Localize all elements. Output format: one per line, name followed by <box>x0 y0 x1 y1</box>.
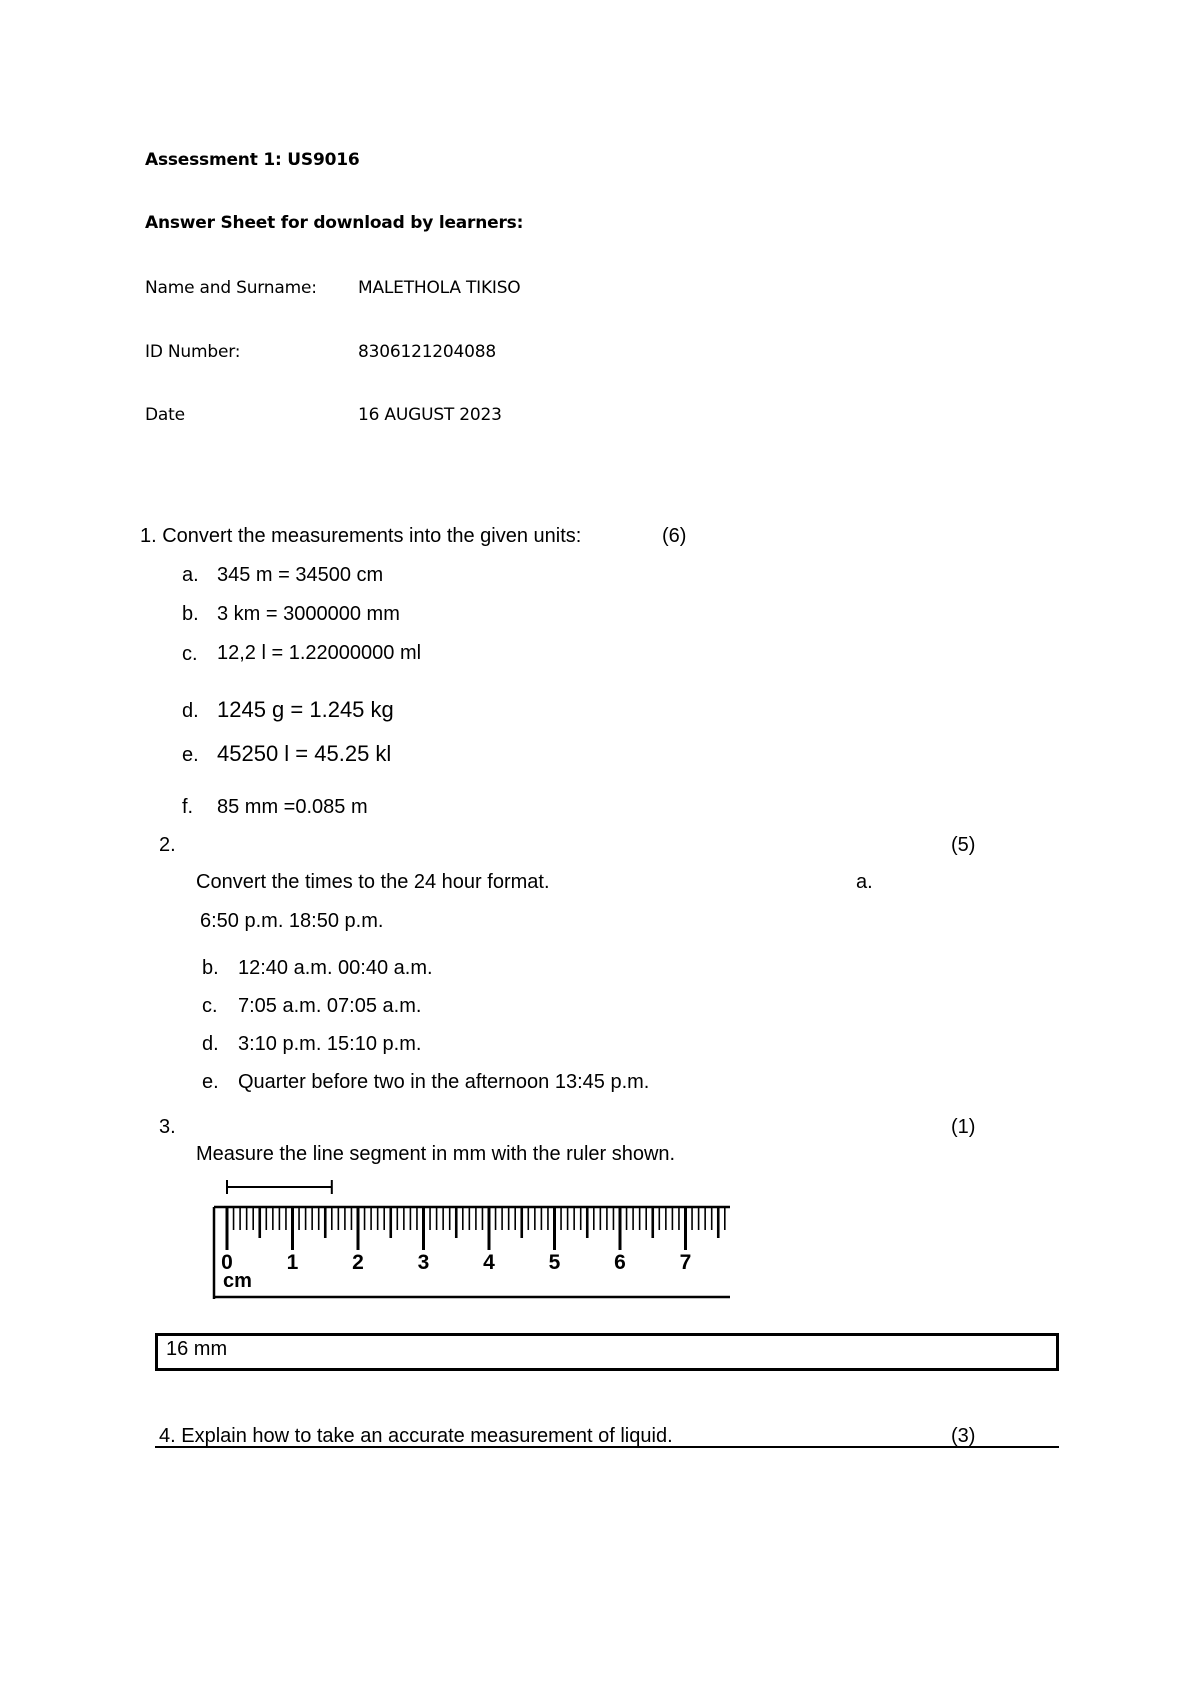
answer-line <box>155 1446 1059 1448</box>
q2-item-text: 7:05 a.m. 07:05 a.m. <box>238 995 422 1017</box>
ruler-tick-label: 0 <box>221 1251 233 1274</box>
ruler-tick-label: 6 <box>614 1251 626 1274</box>
q1-item-letter: f. <box>182 796 194 818</box>
ruler-tick-label: 7 <box>679 1251 692 1274</box>
assessment-title: Assessment 1: US9016 <box>145 150 360 170</box>
id-label: ID Number: <box>145 342 241 362</box>
q1-item-letter: d. <box>182 700 199 722</box>
answer-box[interactable] <box>155 1333 1059 1371</box>
q1-item-text: 3 km = 3000000 mm <box>217 603 400 625</box>
ruler-tick-label: 2 <box>352 1251 364 1274</box>
ruler-tick-label: 5 <box>548 1251 561 1274</box>
ruler <box>214 1207 730 1299</box>
q2-item-letter: c. <box>202 995 218 1017</box>
answer-text: 16 mm <box>166 1338 228 1360</box>
q2-item-letter: d. <box>202 1033 219 1055</box>
line-segment <box>227 1180 332 1194</box>
name-value: MALETHOLA TIKISO <box>358 278 521 298</box>
q2-item-letter: e. <box>202 1071 219 1093</box>
name-label: Name and Surname: <box>145 278 317 298</box>
q1-item-text: 1245 g = 1.245 kg <box>217 697 394 722</box>
q2-item-letter: a. <box>856 871 873 893</box>
question-4-text: 4. Explain how to take an accurate measurement of liquid. <box>159 1425 673 1447</box>
question-1-marks: (6) <box>662 525 687 547</box>
q1-item-text: 12,2 l = 1.22000000 ml <box>217 642 422 664</box>
question-4-marks: (3) <box>951 1425 976 1447</box>
ruler-ticks <box>227 1208 725 1250</box>
q1-item-text: 345 m = 34500 cm <box>217 564 384 586</box>
ruler-tick-label: 4 <box>483 1251 495 1274</box>
question-2-text: Convert the times to the 24 hour format. <box>196 871 550 893</box>
question-3-number: 3. <box>159 1116 176 1138</box>
ruler-labels <box>221 1251 691 1274</box>
q1-item-letter: e. <box>182 744 199 766</box>
date-label: Date <box>145 405 185 425</box>
question-2-marks: (5) <box>951 834 976 856</box>
q2-item-text: Quarter before two in the afternoon 13:45 p.m. <box>238 1071 650 1093</box>
question-2-number: 2. <box>159 834 176 856</box>
q1-item-letter: a. <box>182 564 199 586</box>
q1-item-letter: b. <box>182 603 199 625</box>
q1-item-text: 85 mm =0.085 m <box>217 796 368 818</box>
ruler-figure <box>205 1175 735 1300</box>
answer-sheet-subtitle: Answer Sheet for download by learners: <box>145 213 524 233</box>
ruler-tick-label: 3 <box>417 1251 430 1274</box>
q1-item-letter: c. <box>182 643 198 665</box>
ruler-unit-label: cm <box>223 1270 252 1292</box>
question-1-text: 1. Convert the measurements into the given units: <box>140 525 582 547</box>
id-value: 8306121204088 <box>358 342 497 362</box>
ruler-tick-label: 1 <box>286 1251 299 1274</box>
q2-item-text: 3:10 p.m. 15:10 p.m. <box>238 1033 422 1055</box>
q2-item-text: 6:50 p.m. 18:50 p.m. <box>200 910 384 932</box>
question-3-marks: (1) <box>951 1116 976 1138</box>
q2-item-letter: b. <box>202 957 219 979</box>
question-3-text: Measure the line segment in mm with the ruler shown. <box>196 1143 676 1165</box>
q2-item-text: 12:40 a.m. 00:40 a.m. <box>238 957 433 979</box>
date-value: 16 AUGUST 2023 <box>358 405 502 425</box>
q1-item-text: 45250 l = 45.25 kl <box>217 741 392 766</box>
